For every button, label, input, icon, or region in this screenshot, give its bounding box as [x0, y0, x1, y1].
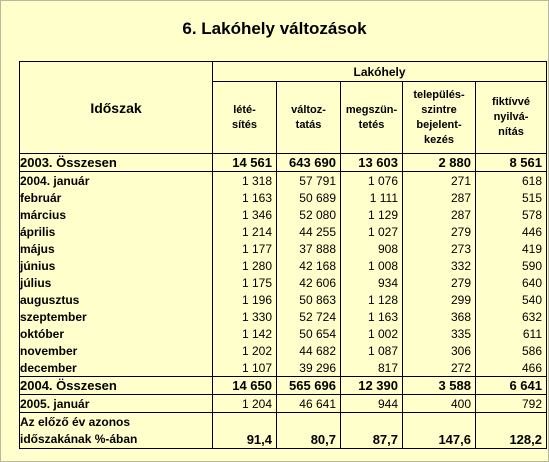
table-row: [20, 189, 547, 206]
table-cell: 578: [476, 206, 547, 223]
percent-row: [20, 430, 547, 449]
table-cell: 446: [476, 223, 547, 240]
table-cell: 12 390: [341, 377, 403, 395]
row-label: március: [20, 206, 213, 223]
table-cell: 287: [403, 189, 476, 206]
table-cell: 565 696: [277, 377, 341, 395]
row-label: november: [20, 342, 213, 359]
table-cell: 1 163: [213, 189, 277, 206]
table-cell: 44 255: [277, 223, 341, 240]
table-cell: 1 027: [341, 223, 403, 240]
table-cell: 466: [476, 359, 547, 377]
table-cell: 632: [476, 308, 547, 325]
table-cell: 299: [403, 291, 476, 308]
row-label: július: [20, 274, 213, 291]
group-header: Lakóhely: [213, 62, 547, 82]
table-cell: 6 641: [476, 377, 547, 395]
table-cell: 52 724: [277, 308, 341, 325]
table-row: [20, 291, 547, 308]
table-cell: 14 561: [213, 154, 277, 172]
column-header-2: változ- tatás: [277, 82, 341, 154]
percent-label-line1: Az előző év azonos: [20, 413, 213, 431]
table-cell: 643 690: [277, 154, 341, 172]
data-table: [19, 61, 547, 449]
percent-cell: 128,2: [476, 430, 547, 449]
table-row: [20, 377, 547, 395]
table-cell: 279: [403, 274, 476, 291]
table-cell: 419: [476, 240, 547, 257]
table-cell: 540: [476, 291, 547, 308]
table-cell: 57 791: [277, 172, 341, 190]
period-header: Időszak: [20, 62, 213, 154]
table-cell: 1 177: [213, 240, 277, 257]
table-cell: 618: [476, 172, 547, 190]
table-cell: 515: [476, 189, 547, 206]
table-cell: 287: [403, 206, 476, 223]
table-cell: 934: [341, 274, 403, 291]
table-cell: 1 346: [213, 206, 277, 223]
empty-cell: [341, 413, 403, 431]
row-label: augusztus: [20, 291, 213, 308]
table-cell: 1 142: [213, 325, 277, 342]
table-cell: 1 202: [213, 342, 277, 359]
table-title: 6. Lakóhely változások: [182, 19, 367, 38]
table-cell: 792: [476, 395, 547, 413]
row-label: 2005. január: [20, 395, 213, 413]
table-cell: 1 087: [341, 342, 403, 359]
table-cell: 1 129: [341, 206, 403, 223]
table-cell: 335: [403, 325, 476, 342]
row-label: február: [20, 189, 213, 206]
column-header-4: település- szintre bejelent- kezés: [403, 82, 476, 154]
row-label: szeptember: [20, 308, 213, 325]
table-cell: 50 654: [277, 325, 341, 342]
table-cell: 1 128: [341, 291, 403, 308]
table-row: [20, 274, 547, 291]
table-cell: 400: [403, 395, 476, 413]
row-label: 2004. január: [20, 172, 213, 190]
empty-cell: [476, 413, 547, 431]
percent-cell: 147,6: [403, 430, 476, 449]
table-cell: 42 168: [277, 257, 341, 274]
table-cell: 44 682: [277, 342, 341, 359]
table-cell: 1 163: [341, 308, 403, 325]
column-header-3: megszün- tetés: [341, 82, 403, 154]
table-cell: 611: [476, 325, 547, 342]
percent-label-line2: időszakának %-ában: [20, 430, 213, 449]
table-cell: 1 008: [341, 257, 403, 274]
row-label: december: [20, 359, 213, 377]
table-cell: 1 196: [213, 291, 277, 308]
table-cell: 944: [341, 395, 403, 413]
table-cell: 52 080: [277, 206, 341, 223]
table-cell: 37 888: [277, 240, 341, 257]
table-cell: 8 561: [476, 154, 547, 172]
table-cell: 1 107: [213, 359, 277, 377]
table-cell: 817: [341, 359, 403, 377]
table-row: [20, 395, 547, 413]
table-cell: 50 863: [277, 291, 341, 308]
percent-row-label-line: [20, 413, 547, 431]
table-cell: 586: [476, 342, 547, 359]
table-cell: 271: [403, 172, 476, 190]
table-row: [20, 223, 547, 240]
column-header-1: lété- sítés: [213, 82, 277, 154]
table-cell: 1 076: [341, 172, 403, 190]
percent-cell: 87,7: [341, 430, 403, 449]
table-row: [20, 308, 547, 325]
column-header-5: fiktívvé nyilvá- nítás: [476, 82, 547, 154]
table-cell: 279: [403, 223, 476, 240]
table-cell: 1 330: [213, 308, 277, 325]
percent-cell: 91,4: [213, 430, 277, 449]
table-cell: 1 214: [213, 223, 277, 240]
empty-cell: [277, 413, 341, 431]
table-cell: 3 588: [403, 377, 476, 395]
table-cell: 272: [403, 359, 476, 377]
table-cell: 332: [403, 257, 476, 274]
percent-cell: 80,7: [277, 430, 341, 449]
table-row: [20, 240, 547, 257]
table-cell: 590: [476, 257, 547, 274]
table-cell: 368: [403, 308, 476, 325]
table-cell: 273: [403, 240, 476, 257]
row-label: október: [20, 325, 213, 342]
table-cell: 13 603: [341, 154, 403, 172]
table-cell: 306: [403, 342, 476, 359]
table-row: [20, 172, 547, 190]
table-cell: 1 111: [341, 189, 403, 206]
table-cell: 1 204: [213, 395, 277, 413]
row-label: május: [20, 240, 213, 257]
table-cell: 50 689: [277, 189, 341, 206]
table-cell: 39 296: [277, 359, 341, 377]
table-row: [20, 325, 547, 342]
table-cell: 14 650: [213, 377, 277, 395]
table-row: [20, 154, 547, 172]
empty-cell: [213, 413, 277, 431]
table-cell: 908: [341, 240, 403, 257]
table-cell: 1 318: [213, 172, 277, 190]
row-label: 2003. Összesen: [20, 154, 213, 172]
row-label: 2004. Összesen: [20, 377, 213, 395]
table-row: [20, 257, 547, 274]
row-label: június: [20, 257, 213, 274]
row-label: április: [20, 223, 213, 240]
table-cell: 42 606: [277, 274, 341, 291]
table-cell: 1 280: [213, 257, 277, 274]
table-row: [20, 359, 547, 377]
table-row: [20, 206, 547, 223]
table-row: [20, 342, 547, 359]
empty-cell: [403, 413, 476, 431]
table-cell: 1 175: [213, 274, 277, 291]
table-cell: 46 641: [277, 395, 341, 413]
table-cell: 2 880: [403, 154, 476, 172]
table-cell: 640: [476, 274, 547, 291]
table-cell: 1 002: [341, 325, 403, 342]
